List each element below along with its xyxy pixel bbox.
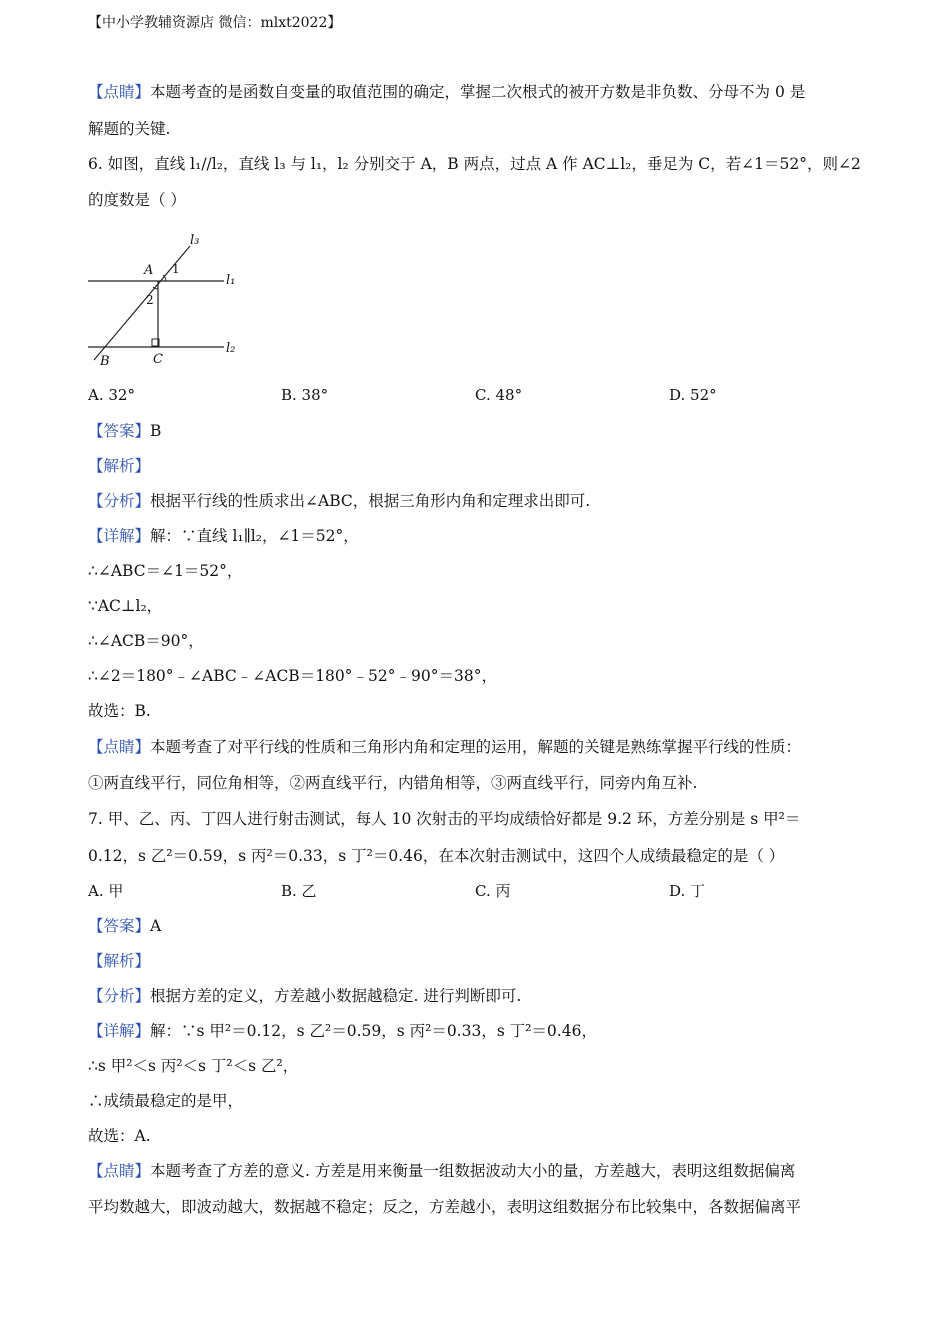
figure-svg bbox=[82, 226, 252, 372]
page-header: 【中小学教辅资源店 微信：mlxt2022】 bbox=[88, 15, 342, 31]
label-a: A bbox=[144, 263, 154, 278]
q7-option-d: D. 丁 bbox=[669, 882, 706, 900]
q6-detail-5: ∴∠2＝180°﹣∠ABC﹣∠ACB＝180°﹣52°﹣90°＝38°， bbox=[88, 667, 497, 685]
q6-option-d: D. 52° bbox=[669, 386, 717, 404]
q6-option-c: C. 48° bbox=[475, 386, 523, 404]
section-tag: 【分析】 bbox=[88, 987, 151, 1005]
q6-detail-1: 【详解】解：∵直线 l₁∥l₂，∠1＝52°， bbox=[88, 527, 359, 545]
section-tag: 【点睛】 bbox=[88, 83, 151, 101]
q7-detail-3: ∴成绩最稳定的是甲， bbox=[88, 1092, 244, 1110]
label-b: B bbox=[100, 354, 110, 369]
q7-note-1: 【点睛】本题考查了方差的意义. 方差是用来衡量一组数据波动大小的量，方差越大，表明这组数据偏离 bbox=[88, 1162, 796, 1180]
q6-detail-4: ∴∠ACB＝90°， bbox=[88, 632, 204, 650]
section-tag: 【详解】 bbox=[88, 1022, 151, 1040]
q6-option-a: A. 32° bbox=[88, 386, 135, 404]
question-7-text-1: 7. 甲、乙、丙、丁四人进行射击测试，每人 10 次射击的平均成绩恰好都是 9.2 环，方差分别是 s 甲²＝ bbox=[88, 810, 801, 828]
q7-note-2: 平均数越大，即波动越大，数据越不稳定；反之，方差越小，表明这组数据分布比较集中，各数据偏离平 bbox=[88, 1198, 802, 1216]
question-7-text-2: 0.12，s 乙²＝0.59，s 丙²＝0.33，s 丁²＝0.46，在本次射击测试中，这四个人成绩最稳定的是（ ） bbox=[88, 847, 785, 865]
question-6-text-2: 的度数是（ ） bbox=[88, 191, 186, 209]
q7-detail-1: 【详解】解：∵s 甲²＝0.12，s 乙²＝0.59，s 丙²＝0.33，s 丁²＝0.46， bbox=[88, 1022, 597, 1040]
q6-choice: 故选：B. bbox=[88, 702, 151, 720]
geometry-figure bbox=[82, 226, 252, 372]
q7-option-b: B. 乙 bbox=[281, 882, 317, 900]
q7-option-c: C. 丙 bbox=[475, 882, 511, 900]
q6-detail-3: ∵AC⊥l₂， bbox=[88, 597, 163, 615]
question-6-text-1: 6. 如图，直线 l₁//l₂，直线 l₃ 与 l₁，l₂ 分别交于 A，B 两点，过点 A 作 AC⊥l₂，垂足为 C，若∠1＝52°，则∠2 bbox=[88, 155, 861, 173]
label-l1: l₁ bbox=[226, 273, 236, 288]
label-angle-1: 1 bbox=[172, 262, 180, 276]
section-tag: 【答案】 bbox=[88, 917, 151, 935]
label-c: C bbox=[153, 352, 163, 367]
q6-analysis-heading bbox=[88, 455, 150, 477]
q6-analysis: 【分析】根据平行线的性质求出∠ABC，根据三角形内角和定理求出即可. bbox=[88, 492, 591, 510]
q6-option-b: B. 38° bbox=[281, 386, 329, 404]
section-tag: 【答案】 bbox=[88, 422, 151, 440]
q6-note-2: ①两直线平行，同位角相等，②两直线平行，内错角相等，③两直线平行，同旁内角互补. bbox=[88, 774, 698, 792]
section-tag: 【解析】 bbox=[88, 457, 151, 475]
q7-answer: 【答案】A bbox=[88, 917, 162, 935]
note-line-1: 【点睛】本题考查的是函数自变量的取值范围的确定，掌握二次根式的被开方数是非负数、分母不为 0 是 bbox=[88, 83, 806, 101]
label-l2: l₂ bbox=[226, 341, 236, 356]
section-tag: 【详解】 bbox=[88, 527, 151, 545]
section-tag: 【点睛】 bbox=[88, 738, 151, 756]
label-l3: l₃ bbox=[190, 233, 200, 248]
q7-analysis-heading bbox=[88, 950, 150, 972]
q7-analysis: 【分析】根据方差的定义，方差越小数据越稳定. 进行判断即可. bbox=[88, 987, 522, 1005]
q6-detail-2: ∴∠ABC＝∠1＝52°， bbox=[88, 562, 243, 580]
section-tag: 【点睛】 bbox=[88, 1162, 151, 1180]
label-angle-2: 2 bbox=[146, 293, 154, 307]
section-tag: 【解析】 bbox=[88, 952, 151, 970]
q6-note-1: 【点睛】本题考查了对平行线的性质和三角形内角和定理的运用，解题的关键是熟练掌握平行线的性质： bbox=[88, 738, 802, 756]
section-tag: 【分析】 bbox=[88, 492, 151, 510]
q7-detail-2: ∴s 甲²＜s 丙²＜s 丁²＜s 乙²， bbox=[88, 1057, 299, 1075]
q6-answer: 【答案】B bbox=[88, 422, 162, 440]
q7-option-a: A. 甲 bbox=[88, 882, 124, 900]
q7-choice: 故选：A. bbox=[88, 1127, 151, 1145]
note-line-2: 解题的关键. bbox=[88, 120, 171, 138]
